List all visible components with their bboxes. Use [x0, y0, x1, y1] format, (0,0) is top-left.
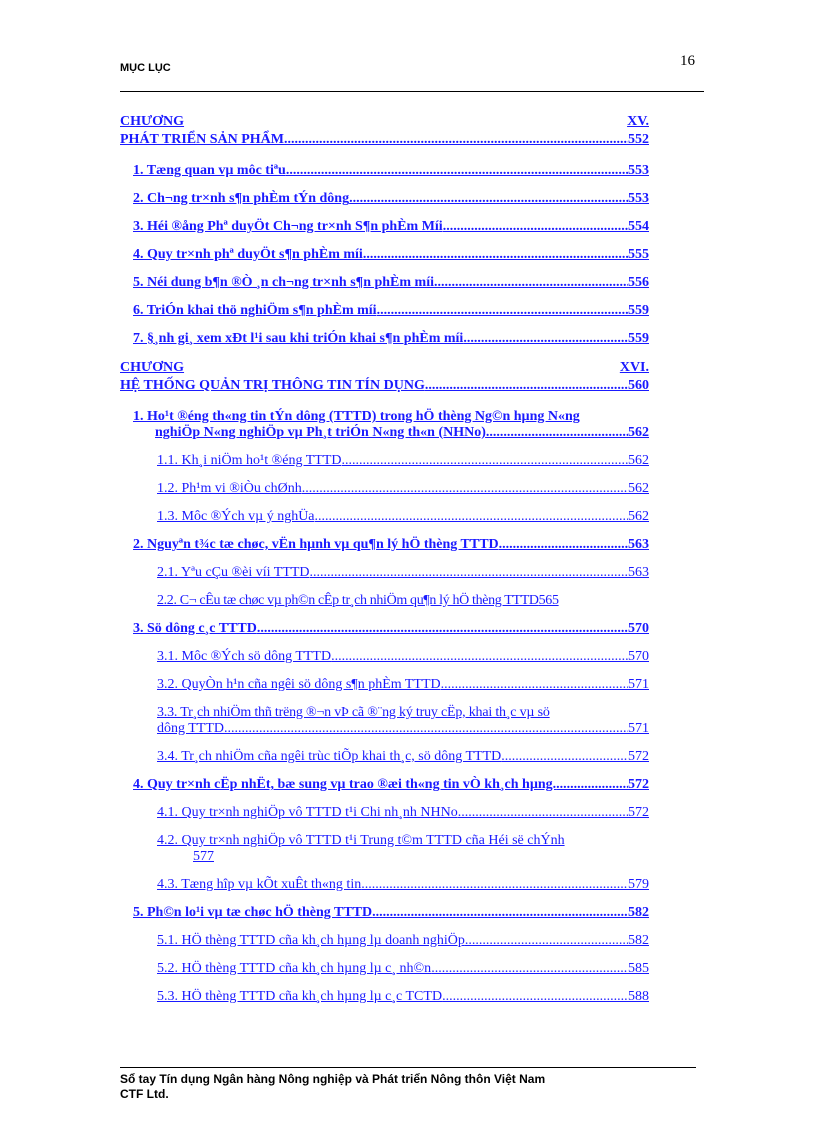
page-ref: 571 [628, 721, 649, 736]
footer [120, 1072, 545, 1102]
entry-text: 1. Tæng quan vµ môc tiªu [133, 163, 286, 178]
page-ref: 588 [628, 989, 649, 1004]
leader-dots [363, 247, 628, 263]
toc-entry[interactable] [133, 621, 649, 637]
page-ref: 582 [628, 933, 649, 948]
leader-dots [286, 163, 628, 179]
header-title: MỤC LỤC [120, 62, 171, 74]
toc-entry[interactable] [133, 537, 649, 553]
leader-dots [342, 453, 628, 469]
toc-entry[interactable] [133, 275, 649, 291]
header-rule [120, 91, 704, 92]
entry-text: 2.2. C¬ cÊu tæ chøc vµ ph©n cÊp tr¸ch nhiÖm qu¶n lý hÖ thèng TTTD [157, 593, 539, 608]
toc-subentry[interactable] [133, 989, 649, 1005]
leader-dots [349, 191, 628, 207]
entry-text: 4.2. Quy tr×nh nghiÖp vô TTTD t¹i Trung t©m TTTD cña Héi së chÝnh [157, 833, 565, 848]
toc-subentry[interactable] [133, 705, 649, 737]
toc-entry[interactable] [133, 191, 649, 207]
entry-text: 3.2. QuyÒn h¹n cña ngêi sö dông s¶n phÈm TTTD [157, 677, 441, 692]
page-ref: 555 [628, 247, 649, 262]
toc-subentry[interactable] [133, 805, 649, 821]
page-ref: 553 [628, 163, 649, 178]
page-ref: 559 [628, 331, 649, 346]
leader-dots [431, 961, 628, 977]
entry-text: 3.4. Tr¸ch nhiÖm cña ngêi trùc tiÕp khai th¸c, sö dông TTTD [157, 749, 502, 764]
leader-dots [486, 425, 628, 441]
page-ref: 570 [628, 621, 649, 636]
leader-dots [499, 537, 628, 553]
toc-subentry[interactable] [133, 565, 649, 581]
entry-text: 3. Sö dông c¸c TTTD [133, 621, 257, 636]
entry-text: 5. Ph©n lo¹i vµ tæ chøc hÖ thèng TTTD [133, 905, 373, 920]
leader-dots [377, 303, 628, 319]
page-ref: 579 [628, 877, 649, 892]
leader-dots [302, 481, 628, 497]
toc-chapter-16[interactable] [120, 359, 649, 395]
toc-subentry[interactable] [133, 749, 649, 765]
page-ref: 570 [628, 649, 649, 664]
page-ref: 554 [628, 219, 649, 234]
leader-dots [331, 649, 628, 665]
toc-entry[interactable] [133, 409, 649, 441]
chapter-roman: XV. [627, 114, 649, 129]
toc-subentry[interactable] [133, 593, 649, 609]
leader-dots [361, 877, 628, 893]
entry-text: 2. Ch¬ng tr×nh s¶n phÈm tÝn dông [133, 191, 350, 206]
entry-text: 2. Nguyªn t¾c tæ chøc, vËn hµnh vµ qu¶n lý hÖ thèng TTTD [133, 537, 499, 552]
leader-dots [556, 777, 628, 793]
entry-text: 5.2. HÖ thèng TTTD cña kh¸ch hµng lµ c¸ nh©n [157, 961, 432, 976]
toc-subentry[interactable] [133, 961, 649, 977]
chapter-label: CHƯƠNG [120, 114, 185, 129]
entry-text: 5. Néi dung b¶n ®Ò ¸n ch¬ng tr×nh s¶n phÈm míi [133, 275, 434, 290]
leader-dots [315, 509, 628, 525]
leader-dots [458, 805, 628, 821]
entry-text: 4. Quy tr×nh cËp nhËt, bæ sung vµ trao ®æi th«ng tin vÒ kh¸ch hµng. [133, 777, 557, 792]
toc-subentry[interactable] [133, 833, 649, 865]
leader-dots [310, 565, 628, 581]
toc-entry[interactable] [133, 163, 649, 179]
page-ref: 577 [193, 849, 214, 864]
leader-dots [372, 905, 628, 921]
page-ref: 562 [628, 509, 649, 524]
footer-title: Sổ tay Tín dụng Ngân hàng Nông nghiệp và Phát triển Nông thôn Việt Nam [120, 1072, 546, 1086]
entry-text: 2.1. Yªu cÇu ®èi víi TTTD [157, 565, 310, 580]
page-ref: 582 [628, 905, 649, 920]
chapter-roman: XVI. [619, 360, 649, 375]
entry-text-cont: nghiÖp N«ng nghiÖp vµ Ph¸t triÓn N«ng th«n (NHNo) [155, 425, 486, 440]
entry-text: 3.1. Môc ®Ých sö dông TTTD [157, 649, 332, 664]
footer-company: CTF Ltd. [120, 1087, 169, 1101]
leader-dots [434, 275, 628, 291]
entry-text: 5.1. HÖ thèng TTTD cña kh¸ch hµng lµ doanh nghiÖp [157, 933, 465, 948]
leader-dots [465, 933, 628, 949]
chapter-title: PHÁT TRIỂN SẢN PHẨM [120, 132, 285, 147]
leader-dots [284, 131, 628, 149]
page-ref: 563 [628, 537, 649, 552]
toc-entry[interactable] [133, 331, 649, 347]
page-ref: 560 [628, 378, 649, 393]
page-number: 16 [680, 53, 695, 69]
entry-text: 4.3. Tæng hîp vµ kÕt xuÊt th«ng tin [157, 877, 362, 892]
toc-chapter-15[interactable] [120, 113, 649, 149]
page-ref: 572 [628, 749, 649, 764]
footer-rule [120, 1067, 696, 1068]
entry-text: 5.3. HÖ thèng TTTD cña kh¸ch hµng lµ c¸c TCTD [157, 989, 443, 1004]
leader-dots [463, 331, 628, 347]
toc-entry[interactable] [133, 247, 649, 263]
entry-text: 4. Quy tr×nh phª duyÖt s¶n phÈm míi [133, 247, 363, 262]
leader-dots [425, 377, 628, 395]
toc-subentry[interactable] [133, 509, 649, 525]
page-ref: 572 [628, 805, 649, 820]
leader-dots [441, 677, 628, 693]
toc-subentry[interactable] [133, 677, 649, 693]
page-ref: 563 [628, 565, 649, 580]
toc-entry[interactable] [133, 219, 649, 235]
leader-dots [501, 749, 628, 765]
entry-text: 1.2. Ph¹m vi ®iÒu chØnh [157, 481, 302, 496]
entry-text: 3. Héi ®ång Phª duyÖt Ch¬ng tr×nh S¶n phÈm Míi [133, 219, 443, 234]
toc-subentry[interactable] [133, 649, 649, 665]
chapter-title: HỆ THỐNG QUẢN TRỊ THÔNG TIN TÍN DỤNG [120, 378, 425, 393]
page-ref: 562 [628, 453, 649, 468]
toc-subentry[interactable] [133, 877, 649, 893]
leader-dots [442, 989, 628, 1005]
leader-dots [224, 721, 628, 737]
toc-subentry[interactable] [133, 453, 649, 469]
toc-subentry[interactable] [133, 933, 649, 949]
page-ref: 585 [628, 961, 649, 976]
toc-entry[interactable] [133, 303, 649, 319]
page-ref: 562 [628, 481, 649, 496]
entry-text: 1. Ho¹t ®éng th«ng tin tÝn dông (TTTD) trong hÖ thèng Ng©n hµng N«ng [133, 409, 580, 424]
page-ref: 553 [628, 191, 649, 206]
entry-text: 4.1. Quy tr×nh nghiÖp vô TTTD t¹i Chi nh¸nh NHNo [157, 805, 458, 820]
page-ref: 559 [628, 303, 649, 318]
toc-entry[interactable] [133, 905, 649, 921]
page-ref: 571 [628, 677, 649, 692]
page-ref: 562 [628, 425, 649, 440]
entry-text-cont: dông TTTD [157, 721, 225, 736]
entry-text: 1.3. Môc ®Ých vµ ý nghÜa [157, 509, 315, 524]
toc-subentry[interactable] [133, 481, 649, 497]
entry-text: 6. TriÓn khai thö nghiÖm s¶n phÈm míi [133, 303, 377, 318]
entry-text: 1.1. Kh¸i niÖm ho¹t ®éng TTTD [157, 453, 342, 468]
entry-text: 3.3. Tr¸ch nhiÖm thñ trëng ®¬n vÞ cã ®¨ng ký truy cËp, khai th¸c vµ sö [157, 705, 550, 720]
chapter-label: CHƯƠNG [120, 360, 185, 375]
leader-dots [443, 219, 628, 235]
page-ref: 565 [538, 593, 559, 608]
entry-text: 7. §¸nh gi¸ xem xÐt l¹i sau khi triÓn khai s¶n phÈm míi [133, 331, 464, 346]
page-ref: 572 [628, 777, 649, 792]
page-ref: 556 [628, 275, 649, 290]
toc-entry[interactable] [133, 777, 649, 793]
leader-dots [257, 621, 628, 637]
table-of-contents [120, 113, 649, 1017]
page-ref: 552 [628, 132, 649, 147]
